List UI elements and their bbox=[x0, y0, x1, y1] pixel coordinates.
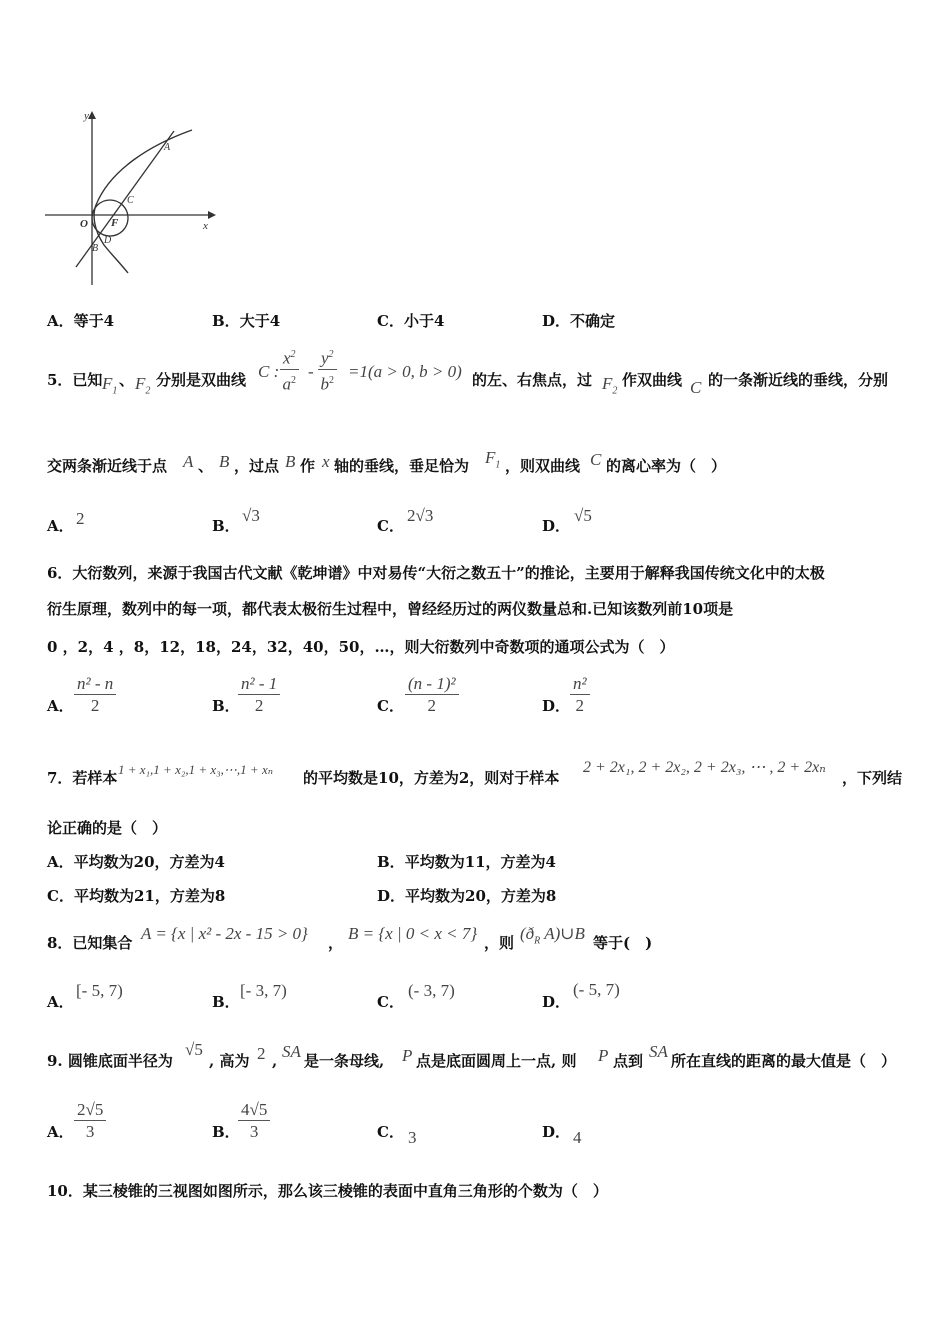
q9-sa2: SA bbox=[649, 1042, 668, 1061]
q5-minus: - bbox=[308, 362, 314, 381]
q6-option-c-letter: C． bbox=[377, 697, 404, 715]
q4-option-a: A．等于4 bbox=[47, 312, 115, 330]
q5-curve-name: C : bbox=[258, 362, 280, 381]
q9-stem-6: 点到 bbox=[613, 1052, 644, 1070]
q8-option-b-letter: B． bbox=[212, 993, 240, 1011]
q8-option-a-value: [- 5, 7) bbox=[76, 981, 123, 1000]
q9-sa: SA bbox=[282, 1042, 301, 1061]
q6-option-a-letter: A． bbox=[47, 697, 74, 715]
q7-option-a: A．平均数为20，方差为4 bbox=[47, 853, 225, 871]
q8-option-c-letter: C． bbox=[377, 993, 404, 1011]
q5-option-b-letter: B． bbox=[212, 517, 240, 535]
focus-circle bbox=[92, 200, 128, 236]
q9-stem-4: 是一条母线, bbox=[304, 1052, 385, 1070]
q7-stem-start: 7．若样本 bbox=[47, 769, 118, 787]
label-B: B bbox=[92, 243, 99, 254]
q8-stem-start: 8．已知集合 bbox=[47, 934, 133, 952]
q9-stem-5: 点是底面圆周上一点, 则 bbox=[416, 1052, 577, 1070]
q9-stem-2: , 高为 bbox=[209, 1052, 250, 1070]
q9-option-a-frac: $\frac{2√5}{3}$ bbox=[74, 1100, 106, 1143]
q5-option-a-value: 2 bbox=[76, 509, 85, 528]
q5-option-d-letter: D． bbox=[542, 517, 571, 535]
q5-line2-A: A bbox=[183, 452, 194, 471]
parabola-curve bbox=[94, 130, 192, 273]
q9-option-c-value: 3 bbox=[408, 1128, 417, 1147]
q5-f2-b: $F_2$ bbox=[602, 374, 618, 397]
label-C: C bbox=[127, 195, 134, 206]
q6-option-c-frac: $\frac{\text{(n - 1)²}}{2}$ bbox=[405, 674, 459, 717]
q5-line2-F1: $F_1$ bbox=[485, 448, 501, 471]
q6-option-b-letter: B． bbox=[212, 697, 240, 715]
q5-sep: 、 bbox=[119, 371, 135, 389]
q8-expr: ($ð_R$ A)∪B bbox=[520, 924, 585, 947]
q8-stem-mid: ，则 bbox=[484, 934, 515, 952]
q5-line2-b: 、 bbox=[198, 457, 214, 475]
q5-f1: $F_1$ bbox=[102, 374, 118, 397]
q4-option-b: B．大于4 bbox=[212, 312, 281, 330]
q7-sample2: 2 + 2x₁, 2 + 2x₂, 2 + 2x₃, ⋯ , 2 + 2xₙ bbox=[583, 759, 826, 776]
q9-option-d-value: 4 bbox=[573, 1128, 582, 1147]
label-O: O bbox=[80, 218, 88, 230]
x-axis-arrow bbox=[208, 211, 216, 219]
chord-line bbox=[76, 131, 174, 267]
q5-option-c-value: 2√3 bbox=[407, 506, 434, 525]
q5-line2-a: 交两条渐近线于点 bbox=[47, 457, 168, 475]
q8-option-a-letter: A． bbox=[47, 993, 74, 1011]
q5-stem-end: 的一条渐近线的垂线，分别 bbox=[708, 371, 889, 389]
parabola-circle-figure bbox=[40, 105, 220, 295]
q5-condition: =1(a > 0, b > 0) bbox=[348, 362, 462, 381]
q5-frac-y: $\frac{y^2}{b^2}$ bbox=[318, 345, 337, 395]
q7-sample1: 1 + x₁,1 + x₂,1 + x₃,⋯,1 + xₙ bbox=[118, 762, 273, 777]
q7-stem-line2: 论正确的是（ ） bbox=[47, 819, 168, 837]
q9-p: P bbox=[402, 1046, 413, 1065]
q6-line3: 0 ，2，4 ，8，12，18，24，32，40，50，…，则大衍数列中奇数项的通项公式为（ ） bbox=[47, 638, 675, 656]
q6-option-d-frac: $\frac{\text{n²}}{2}$ bbox=[570, 674, 590, 717]
q9-p2: P bbox=[598, 1046, 609, 1065]
y-axis-arrow bbox=[88, 111, 96, 119]
q6-option-d-letter: D． bbox=[542, 697, 571, 715]
q5-stem-cont2: 作双曲线 bbox=[622, 371, 683, 389]
q7-option-b: B．平均数为11，方差为4 bbox=[377, 853, 556, 871]
q8-option-d-value: (- 5, 7) bbox=[573, 980, 620, 999]
label-y: y bbox=[84, 110, 89, 122]
q9-option-a-letter: A． bbox=[47, 1123, 74, 1141]
q7-option-d: D．平均数为20，方差为8 bbox=[377, 887, 557, 905]
q6-option-a-frac: $\frac{\text{n² - n}}{2}$ bbox=[74, 674, 116, 717]
q5-line2-B2: B bbox=[285, 452, 296, 471]
label-x: x bbox=[203, 220, 208, 232]
q5-stem-cont: 的左、右焦点，过 bbox=[472, 371, 593, 389]
q9-stem-3: , bbox=[272, 1052, 278, 1070]
q5-option-b-value: √3 bbox=[242, 506, 260, 525]
q9-stem-start: 9. 圆锥底面半径为 bbox=[47, 1052, 173, 1070]
label-F: F bbox=[111, 217, 119, 229]
q8-set-a: A = {x | x² - 2x - 15 > 0} bbox=[141, 924, 308, 943]
q6-line1: 6．大衍数列，来源于我国古代文献《乾坤谱》中对易传“大衍之数五十”的推论，主要用于解释我国传统文化中的太极 bbox=[47, 564, 825, 582]
q5-line2-g: 的离心率为（ ） bbox=[606, 457, 727, 475]
q4-option-c: C．小于4 bbox=[377, 312, 445, 330]
label-A: A bbox=[164, 142, 171, 153]
q8-option-c-value: (- 3, 7) bbox=[408, 981, 455, 1000]
q7-option-c: C．平均数为21，方差为8 bbox=[47, 887, 226, 905]
q8-option-d-letter: D． bbox=[542, 993, 571, 1011]
q5-line2-B: B bbox=[219, 452, 230, 471]
q5-line2-x: x bbox=[322, 452, 330, 471]
q5-option-a-letter: A． bbox=[47, 517, 74, 535]
q5-stem-start: 5．已知 bbox=[47, 371, 103, 389]
q6-option-b-frac: $\frac{\text{n² - 1}}{2}$ bbox=[238, 674, 280, 717]
q5-frac-x: $\frac{x^2}{a^2}$ bbox=[280, 345, 299, 395]
q8-stem-end: 等于( ) bbox=[593, 934, 653, 952]
q4-option-d: D．不确定 bbox=[542, 312, 616, 330]
q9-stem-7: 所在直线的距离的最大值是（ ） bbox=[671, 1052, 897, 1070]
q5-f2: $F_2$ bbox=[135, 374, 151, 397]
q8-option-b-value: [- 3, 7) bbox=[240, 981, 287, 1000]
q9-height: 2 bbox=[257, 1044, 266, 1063]
q7-stem-mid: 的平均数是10，方差为2，则对于样本 bbox=[303, 769, 560, 787]
q9-option-c-letter: C． bbox=[377, 1123, 404, 1141]
q5-option-c-letter: C． bbox=[377, 517, 404, 535]
q5-stem-mid: 分别是双曲线 bbox=[156, 371, 247, 389]
q8-set-b: B = {x | 0 < x < 7} bbox=[348, 924, 478, 943]
q5-line2-f: ，则双曲线 bbox=[505, 457, 581, 475]
q5-line2-e: 轴的垂线，垂足恰为 bbox=[334, 457, 470, 475]
q5-line2-d: 作 bbox=[300, 457, 316, 475]
q5-option-d-value: √5 bbox=[574, 506, 592, 525]
q6-line2: 衍生原理，数列中的每一项，都代表太极衍生过程中，曾经经历过的两仪数量总和.已知该数列前10项是 bbox=[47, 600, 734, 618]
q10-stem: 10．某三棱锥的三视图如图所示，那么该三棱锥的表面中直角三角形的个数为（ ） bbox=[47, 1182, 608, 1200]
q9-radius: √5 bbox=[185, 1040, 203, 1059]
q8-sep: ， bbox=[328, 934, 344, 952]
q5-line2-c: ，过点 bbox=[234, 457, 280, 475]
q5-line2-C: C bbox=[590, 450, 602, 469]
label-D: D bbox=[104, 235, 112, 246]
q5-c-sym: C bbox=[690, 378, 702, 397]
q9-option-d-letter: D． bbox=[542, 1123, 571, 1141]
q9-option-b-frac: $\frac{4√5}{3}$ bbox=[238, 1100, 270, 1143]
q9-option-b-letter: B． bbox=[212, 1123, 240, 1141]
q7-stem-end: ，下列结 bbox=[842, 769, 903, 787]
